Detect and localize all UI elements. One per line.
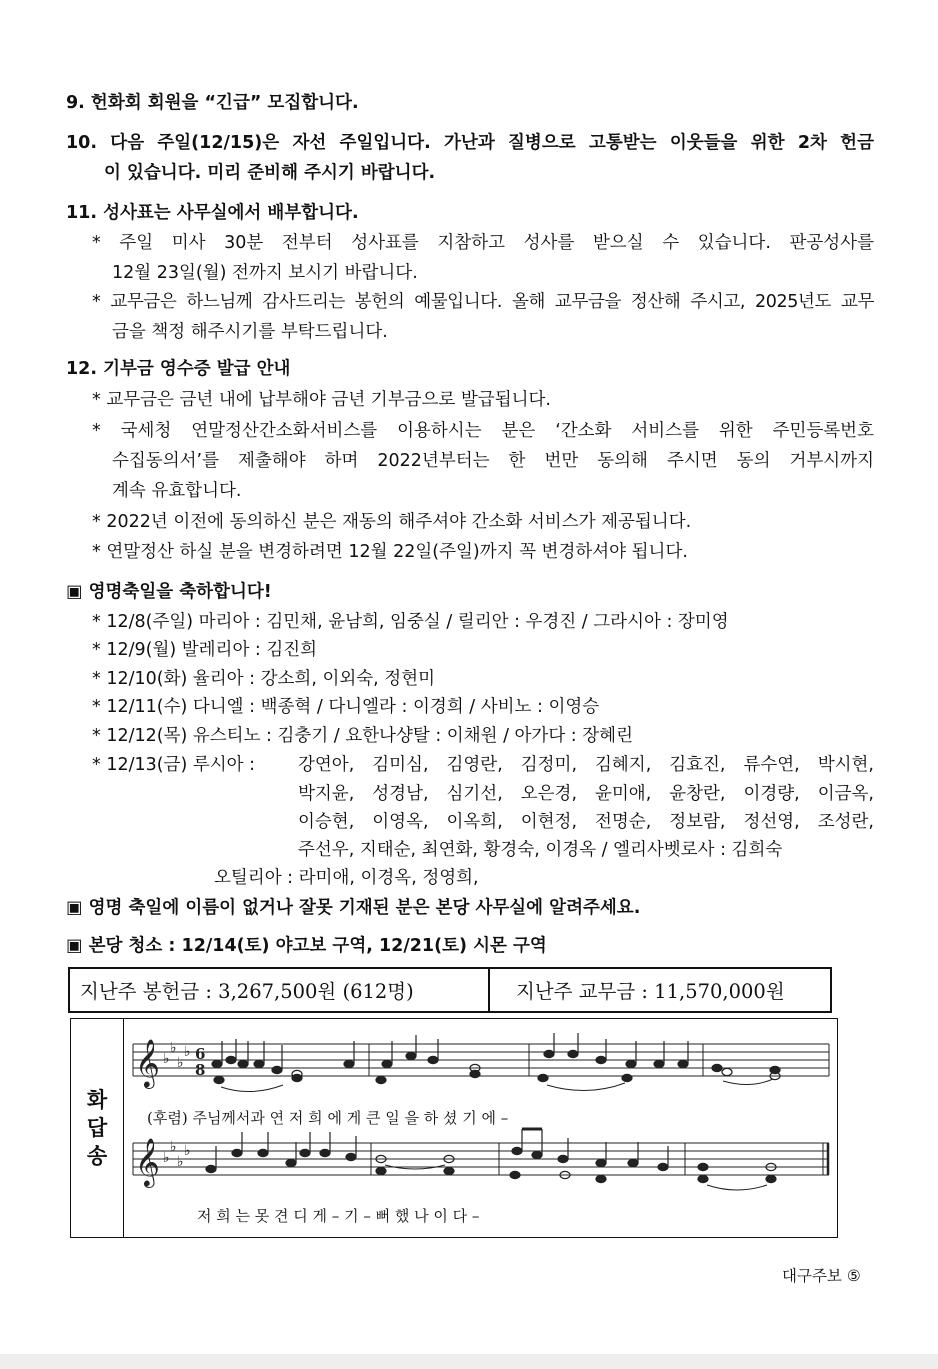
item-11-title: 11. 성사표는 사무실에서 배부합니다.	[66, 203, 359, 223]
item-12-bullet4: * 연말정산 하실 분을 변경하려면 12월 22일(주일)까지 꼭 변경하셔야 됩니다.	[92, 542, 688, 562]
item-11-bullet1-line2: 12월 23일(월) 전까지 보시기 바랍니다.	[112, 263, 418, 283]
svg-text:♭: ♭	[177, 1055, 184, 1071]
svg-text:♭: ♭	[163, 1150, 170, 1166]
feast-day-6-names-1: 강연아, 김미심, 김영란, 김정미, 김혜지, 김효진, 류수연, 박시현,	[298, 755, 874, 775]
treble-clef-icon: 𝄞	[135, 1038, 160, 1087]
feast-day-6-names-3: 이승현, 이영옥, 이옥희, 이현정, 전명순, 정보람, 정선영, 조성란,	[298, 812, 874, 832]
feast-day-2: * 12/9(월) 발레리아 : 김진희	[92, 640, 318, 660]
tuition-last-week: 지난주 교무금 : 11,570,000원	[488, 969, 830, 1011]
svg-text:♭: ♭	[177, 1154, 184, 1170]
feast-day-1: * 12/8(주일) 마리아 : 김민채, 윤남희, 임중실 / 릴리안 : 우경진 / 그라시아 : 장미영	[92, 612, 729, 632]
item-11-bullet1-line1: * 주일 미사 30분 전부터 성사표를 지참하고 성사를 받으실 수 있습니다. 판공성사를	[92, 233, 874, 253]
page-bottom-band	[0, 1354, 938, 1369]
psalm-lyrics-line2: 저 희 는 못 견 디 게 – 기 – 뻐 했 나 이 다 –	[197, 1207, 480, 1225]
psalm-label-char-3: 송	[86, 1144, 108, 1168]
item-11-bullet2-line2: 금을 책정 해주시기를 부탁드립니다.	[112, 322, 388, 342]
offering-box	[68, 967, 832, 1013]
feast-correction-notice: ▣ 영명 축일에 이름이 없거나 잘못 기재된 분은 본당 사무실에 알려주세요.	[66, 898, 641, 918]
treble-clef-icon: 𝄞	[135, 1137, 160, 1186]
svg-text:♭: ♭	[163, 1051, 170, 1067]
offering-last-week: 지난주 봉헌금 : 3,267,500원 (612명)	[80, 980, 414, 1003]
feast-title: ▣ 영명축일을 축하합니다!	[66, 582, 272, 602]
svg-text:♭: ♭	[170, 1139, 177, 1155]
item-12-title: 12. 기부금 영수증 발급 안내	[66, 359, 291, 379]
psalm-label-char-1: 화	[86, 1088, 108, 1112]
svg-text:♭: ♭	[184, 1044, 191, 1060]
item-12-bullet1: * 교무금은 금년 내에 납부해야 금년 기부금으로 발급됩니다.	[92, 390, 551, 410]
item-11-bullet2-line1: * 교무금은 하느님께 감사드리는 봉헌의 예물입니다. 올해 교무금을 정산해 주시고, 2025년도 교무	[92, 292, 874, 312]
feast-day-6-names-2: 박지윤, 성경남, 심기선, 오은경, 윤미애, 윤창란, 이경량, 이금옥,	[298, 784, 874, 804]
svg-text:6: 6	[195, 1045, 206, 1063]
feast-day-4: * 12/11(수) 다니엘 : 백종혁 / 다니엘라 : 이경희 / 사비노 : 이영승	[92, 697, 600, 717]
responsorial-psalm-box	[70, 1018, 838, 1238]
svg-text:8: 8	[195, 1061, 206, 1079]
item-12-bullet3: * 2022년 이전에 동의하신 분은 재동의 해주셔야 간소화 서비스가 제공됩니다.	[92, 512, 692, 532]
psalm-lyrics-line1: (후렴) 주님께서과 연 저 희 에 게 큰 일 을 하 셨 기 에 –	[147, 1109, 509, 1127]
item-10-line1: 10. 다음 주일(12/15)은 자선 주일입니다. 가난과 질병으로 고통받는 이웃들을 위한 2차 헌금	[66, 133, 874, 153]
psalm-label-char-2: 답	[86, 1116, 108, 1140]
item-12-bullet2-line1: * 국세청 연말정산간소화서비스를 이용하시는 분은 ‘간소화 서비스를 위한 주민등록번호	[92, 421, 874, 441]
item-9: 9. 헌화회 회원을 “긴급” 모집합니다.	[66, 93, 359, 113]
cleaning-notice: ▣ 본당 청소 : 12/14(토) 야고보 구역, 12/21(토) 시몬 구역	[66, 936, 547, 956]
feast-day-6-head: * 12/13(금) 루시아 :	[92, 755, 256, 775]
svg-text:♭: ♭	[184, 1143, 191, 1159]
item-12-bullet2-line3: 계속 유효합니다.	[112, 481, 242, 501]
feast-day-5: * 12/12(목) 유스티노 : 김충기 / 요한나샹탈 : 이채원 / 아가다 : 장혜린	[92, 726, 633, 746]
svg-text:♭: ♭	[170, 1040, 177, 1056]
slurs-staff-2	[385, 1165, 767, 1190]
item-10-line2: 이 있습니다. 미리 준비해 주시기 바랍니다.	[104, 163, 436, 183]
page-number: 대구주보 ⑤	[782, 1267, 861, 1285]
item-12-bullet2-line2: 수집동의서’를 제출해야 하며 2022년부터는 한 번만 동의해 주시면 동의 거부시까지	[112, 451, 874, 471]
feast-day-6-names-5: 오틸리아 : 라미애, 이경옥, 정영희,	[214, 868, 479, 888]
time-signature	[195, 1045, 205, 1079]
slurs-staff-1	[221, 1079, 773, 1092]
feast-day-3: * 12/10(화) 율리아 : 강소희, 이외숙, 정현미	[92, 669, 435, 689]
feast-day-6-names-4: 주선우, 지태순, 최연화, 황경숙, 이경옥 / 엘리사벳로사 : 김희숙	[298, 840, 783, 860]
